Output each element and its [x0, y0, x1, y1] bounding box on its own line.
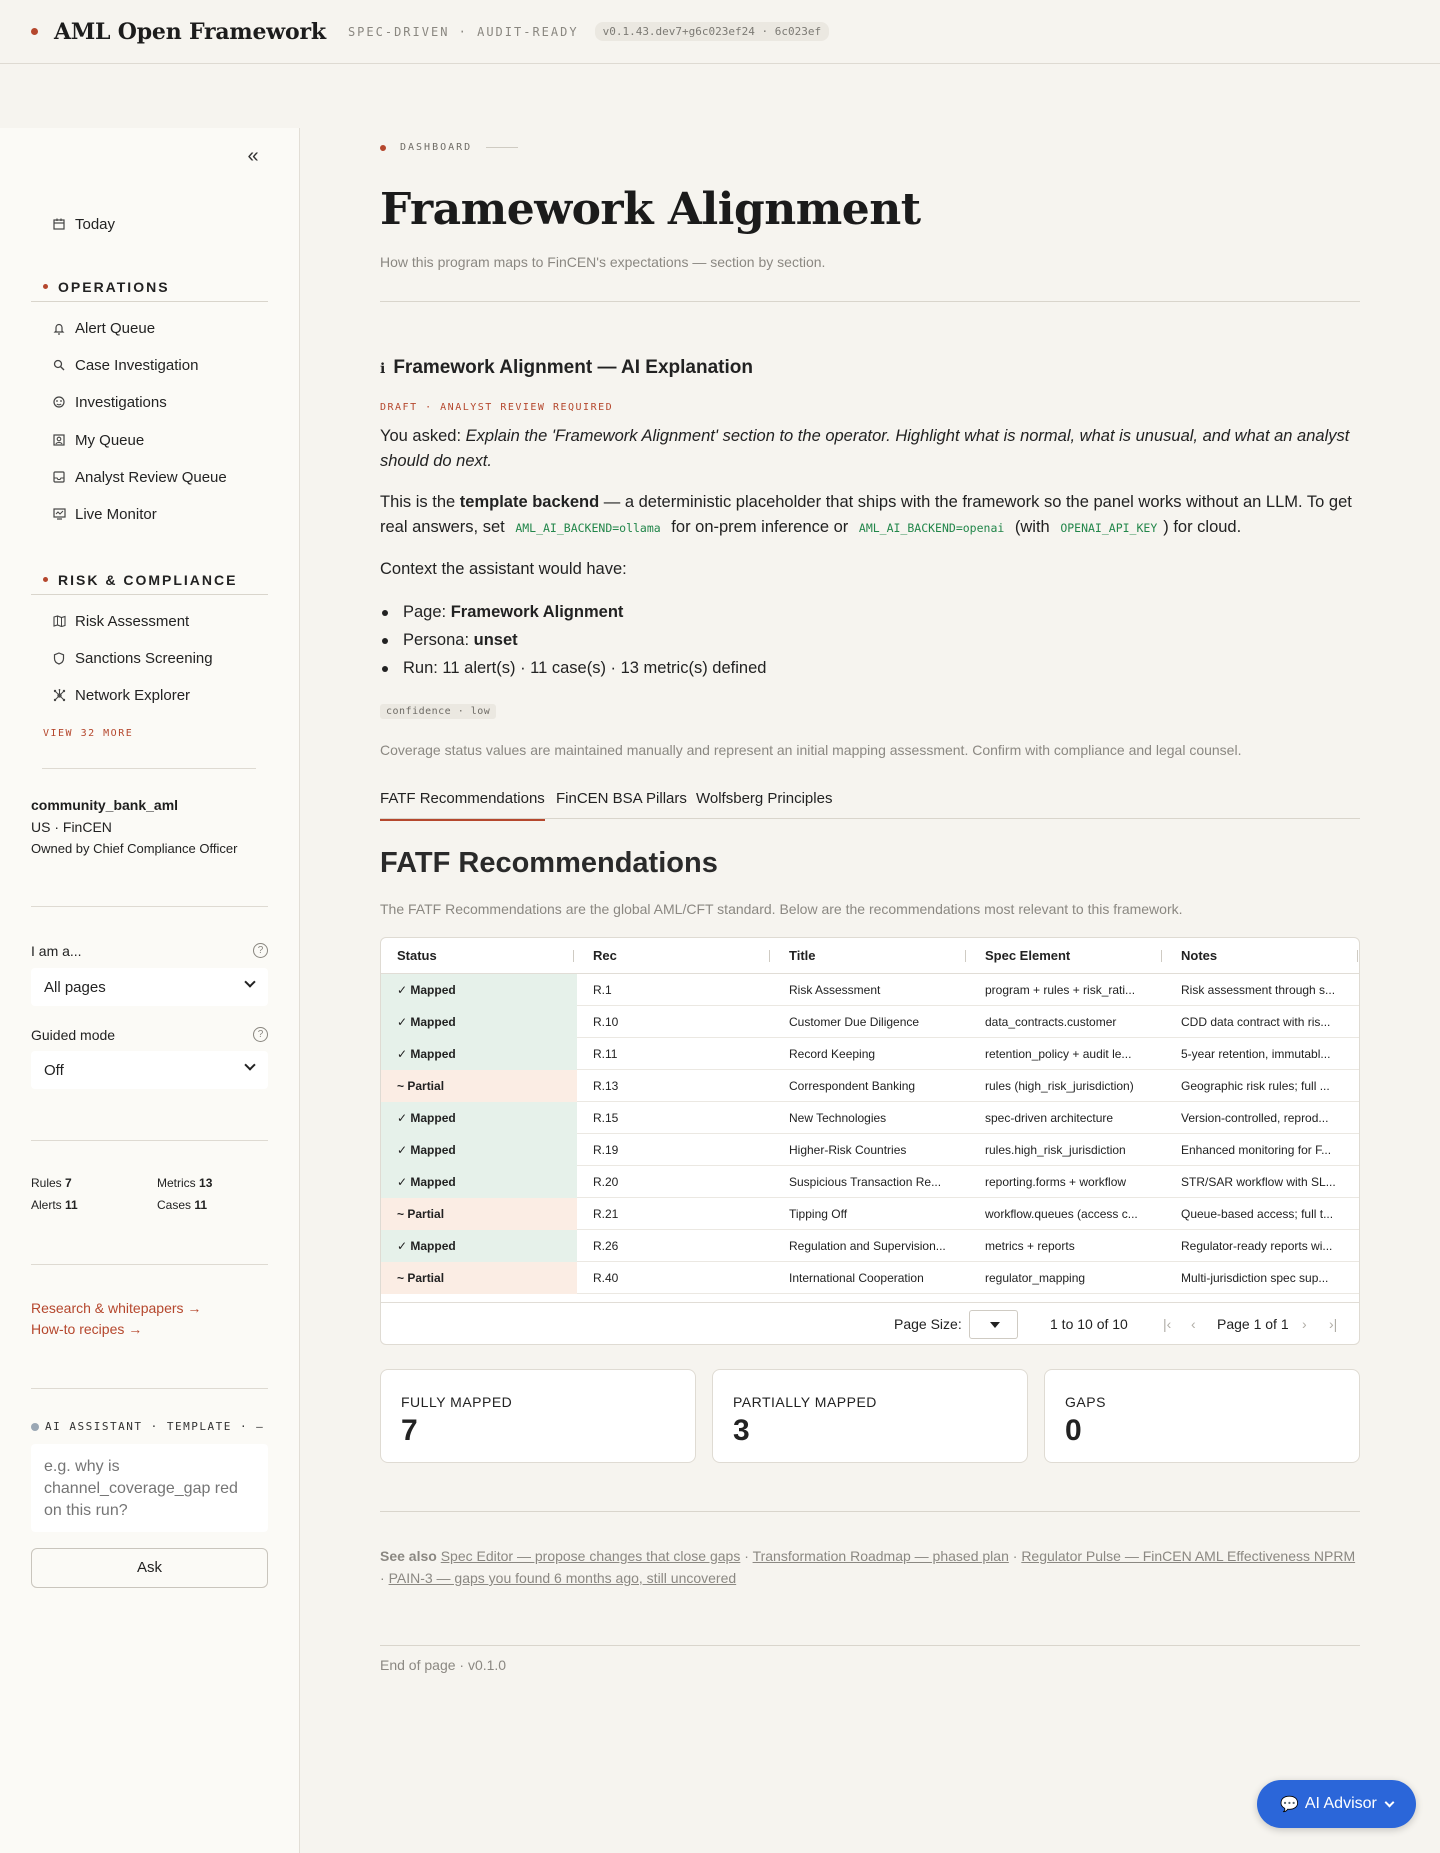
status-dot: [31, 1423, 39, 1431]
last-page-icon[interactable]: ›|: [1329, 1316, 1338, 1332]
ask-button[interactable]: Ask: [31, 1548, 268, 1588]
status-badge: ✓ Mapped: [381, 1006, 577, 1038]
sidebar-divider: [31, 1140, 268, 1141]
col-notes[interactable]: Notes: [1181, 948, 1218, 963]
table-row[interactable]: [381, 1134, 1359, 1166]
table-row[interactable]: [381, 1070, 1359, 1102]
ai-advisor-button[interactable]: [1257, 1780, 1416, 1828]
sidebar-item-label: Risk Assessment: [75, 612, 190, 630]
page-size-select[interactable]: [969, 1310, 1018, 1339]
top-bar: [0, 0, 1440, 64]
see-also-label: See also: [380, 1548, 437, 1564]
cell-notes: STR/SAR workflow with SL...: [1181, 1175, 1336, 1189]
cell-rec: R.11: [593, 1047, 618, 1061]
cell-title: Customer Due Diligence: [789, 1015, 920, 1029]
guided-mode-label: Guided mode: [31, 1027, 116, 1043]
code-ollama: AML_AI_BACKEND=ollama: [515, 521, 661, 535]
guided-mode-value: Off: [44, 1061, 64, 1079]
detective-icon: [52, 395, 66, 409]
org-owner: Owned by Chief Compliance Officer: [31, 841, 238, 856]
stat-rules: Rules 7: [31, 1176, 72, 1190]
stat-cases: Cases 11: [157, 1198, 208, 1212]
guided-mode-select[interactable]: [31, 1051, 268, 1089]
divider: [380, 1645, 1360, 1646]
cell-spec: metrics + reports: [985, 1239, 1075, 1253]
backend-explanation: This is the template backend — a deterministic placeholder that ships with the framework so the panel works without an LLM. To get real answers, set AML_AI_BACKEND=ollama for on-prem inference or AML_AI_BACKEND=openai (with OPENAI_API_KEY ) for cloud.: [380, 493, 1352, 536]
version-chip: v0.1.43.dev7+g6c023ef24 · 6c023ef: [595, 22, 830, 41]
sidebar-item-network-explorer[interactable]: [52, 683, 190, 707]
help-icon[interactable]: ?: [253, 943, 268, 958]
sidebar-item-label: Alert Queue: [75, 319, 156, 337]
chevron-down-icon: [1384, 1797, 1394, 1807]
section-header-risk-compliance: [31, 565, 268, 595]
coverage-note: Coverage status values are maintained manually and represent an initial mapping assessment. Confirm with compliance and legal counsel.: [380, 742, 1242, 758]
prev-page-icon[interactable]: ‹: [1191, 1316, 1196, 1332]
sidebar-divider: [31, 1264, 268, 1265]
user-box-icon: [52, 433, 66, 447]
col-spec[interactable]: Spec Element: [985, 948, 1071, 963]
sidebar-item-label: Today: [75, 215, 116, 233]
org-location: US · FinCEN: [31, 819, 112, 835]
ai-assistant-label: [31, 1420, 264, 1433]
cell-title: Risk Assessment: [789, 983, 881, 997]
stat-alerts: Alerts 11: [31, 1198, 78, 1212]
list-item: Page: Framework Alignment: [380, 598, 1360, 626]
sidebar-item-label: Case Investigation: [75, 356, 199, 374]
cell-spec: retention_policy + audit le...: [985, 1047, 1132, 1061]
cell-notes: Enhanced monitoring for F...: [1181, 1143, 1332, 1157]
sidebar-item-my-queue[interactable]: [52, 428, 144, 452]
kpi-value: 0: [1065, 1414, 1082, 1447]
breadcrumb-label: DASHBOARD: [400, 142, 473, 153]
monitor-icon: [52, 507, 66, 521]
cell-rec: R.10: [593, 1015, 619, 1029]
link-roadmap[interactable]: Transformation Roadmap — phased plan: [752, 1548, 1009, 1564]
cell-rec: R.26: [593, 1239, 619, 1253]
cell-spec: program + rules + risk_rati...: [985, 983, 1136, 997]
sidebar-item-label: Network Explorer: [75, 686, 191, 704]
context-list: [380, 598, 1360, 682]
status-badge: ✓ Mapped: [381, 974, 577, 1006]
next-page-icon[interactable]: ›: [1302, 1316, 1307, 1332]
sidebar-item-label: Analyst Review Queue: [75, 468, 227, 486]
context-intro: Context the assistant would have:: [380, 560, 627, 578]
tab-wolfsberg[interactable]: Wolfsberg Principles: [696, 790, 833, 807]
pagination: [381, 1302, 1359, 1345]
eyebrow-rule: [486, 147, 518, 148]
research-link[interactable]: Research & whitepapers →: [31, 1300, 202, 1316]
table-row[interactable]: [381, 1006, 1359, 1038]
page-size-label: Page Size:: [894, 1316, 962, 1332]
cell-title: New Technologies: [789, 1111, 887, 1125]
kpi-value: 7: [401, 1414, 418, 1447]
section-dot: [43, 577, 48, 582]
first-page-icon[interactable]: |‹: [1163, 1316, 1172, 1332]
table-row[interactable]: [381, 974, 1359, 1006]
sidebar-item-sanctions-screening[interactable]: [52, 646, 213, 670]
bell-icon: [52, 321, 66, 335]
list-item: Persona: unset: [380, 626, 1360, 654]
chevron-down-icon: [244, 976, 255, 987]
cell-notes: Regulator-ready reports wi...: [1181, 1239, 1333, 1253]
ai-panel-title: [380, 357, 753, 379]
inbox-icon: [52, 470, 66, 484]
info-icon: ℹ: [380, 359, 386, 376]
cell-notes: Geographic risk rules; full ...: [1181, 1079, 1330, 1093]
sidebar-divider: [31, 1388, 268, 1389]
cell-title: Suspicious Transaction Re...: [789, 1175, 942, 1189]
section-title: OPERATIONS: [58, 278, 170, 295]
sidebar-item-label: Live Monitor: [75, 505, 157, 523]
cell-notes: Queue-based access; full t...: [1181, 1207, 1334, 1221]
persona-label: I am a...: [31, 943, 82, 959]
breadcrumb: [380, 142, 518, 153]
asked-text: You asked: Explain the 'Framework Alignment' section to the operator. Highlight what is normal, what is unusual, and what an analyst should do next.: [380, 427, 1350, 470]
status-badge: ✓ Mapped: [381, 1134, 577, 1166]
ai-question-input[interactable]: [31, 1444, 268, 1532]
page-subtitle: How this program maps to FinCEN's expectations — section by section.: [380, 254, 826, 270]
status-badge: ✓ Mapped: [381, 1230, 577, 1262]
ai-advisor-label: AI Advisor: [1304, 1795, 1377, 1812]
kpi-label: FULLY MAPPED: [401, 1394, 513, 1410]
divider: [380, 301, 1360, 302]
network-icon: [52, 688, 66, 702]
stat-metrics: Metrics 13: [157, 1176, 213, 1190]
map-icon: [52, 614, 66, 628]
persona-select[interactable]: [31, 968, 268, 1006]
ai-assistant-label-text: AI ASSISTANT · TEMPLATE · —: [45, 1420, 265, 1433]
cell-rec: R.21: [593, 1207, 619, 1221]
recipes-link[interactable]: How-to recipes →: [31, 1321, 143, 1337]
cell-title: Record Keeping: [789, 1047, 876, 1061]
table-row[interactable]: [381, 1230, 1359, 1262]
sidebar-divider: [42, 768, 256, 769]
code-api-key: OPENAI_API_KEY: [1060, 521, 1158, 535]
cell-title: Regulation and Supervision...: [789, 1239, 946, 1253]
cell-spec: regulator_mapping: [985, 1271, 1086, 1285]
kpi-value: 3: [733, 1414, 750, 1447]
chevron-down-icon: [244, 1059, 255, 1070]
link-regulator-pulse[interactable]: Regulator Pulse — FinCEN AML Effectiveness NPRM: [1021, 1548, 1356, 1564]
cell-notes: Risk assessment through s...: [1181, 983, 1336, 997]
section-header-operations: [31, 272, 268, 302]
tab-fincen[interactable]: FinCEN BSA Pillars: [556, 790, 687, 807]
status-badge: ~ Partial: [381, 1070, 577, 1102]
table-row[interactable]: [381, 1166, 1359, 1198]
app-title[interactable]: AML Open Framework: [54, 18, 326, 45]
status-badge: ~ Partial: [381, 1262, 577, 1294]
table-row[interactable]: [381, 1102, 1359, 1134]
col-rec[interactable]: Rec: [593, 948, 617, 963]
link-spec-editor[interactable]: Spec Editor — propose changes that close gaps: [440, 1548, 741, 1564]
divider: [380, 1511, 1360, 1512]
fatf-table: [380, 937, 1360, 1345]
page-indicator: Page 1 of 1: [1217, 1316, 1289, 1332]
section-subtitle: The FATF Recommendations are the global AML/CFT standard. Below are the recommendations most relevant to this framework.: [380, 901, 1183, 917]
table-row[interactable]: [381, 1198, 1359, 1230]
collapse-sidebar-icon[interactable]: «: [247, 145, 259, 167]
sidebar-item-risk-assessment[interactable]: [52, 609, 189, 633]
kpi-gaps: [1044, 1369, 1360, 1463]
kpi-label: GAPS: [1065, 1394, 1106, 1410]
cell-notes: 5-year retention, immutabl...: [1181, 1047, 1331, 1061]
search-icon: [52, 358, 66, 372]
sidebar-item-today[interactable]: [52, 212, 115, 236]
org-name: community_bank_aml: [31, 797, 179, 813]
sidebar-item-label: My Queue: [75, 431, 145, 449]
status-badge: ✓ Mapped: [381, 1102, 577, 1134]
cell-notes: CDD data contract with ris...: [1181, 1015, 1331, 1029]
sidebar-divider: [31, 906, 268, 907]
table-row[interactable]: [381, 1262, 1359, 1294]
cell-spec: spec-driven architecture: [985, 1111, 1114, 1125]
brand-dot: [31, 28, 38, 35]
link-pain-3[interactable]: PAIN-3 — gaps you found 6 months ago, still uncovered: [388, 1570, 737, 1586]
cell-rec: R.1: [593, 983, 612, 997]
cell-title: International Cooperation: [789, 1271, 924, 1285]
cell-spec: reporting.forms + workflow: [985, 1175, 1127, 1189]
kpi-partially-mapped: [712, 1369, 1028, 1463]
sidebar-item-label: Investigations: [75, 393, 167, 411]
confidence-badge: confidence · low: [380, 704, 496, 719]
list-item: Run: 11 alert(s) · 11 case(s) · 13 metric(s) defined: [380, 654, 1360, 682]
sidebar-item-investigations[interactable]: [52, 390, 167, 414]
cell-rec: R.40: [593, 1271, 619, 1285]
draft-badge: DRAFT · ANALYST REVIEW REQUIRED: [380, 402, 614, 413]
cell-rec: R.15: [593, 1111, 619, 1125]
see-also: See also Spec Editor — propose changes that close gaps · Transformation Roadmap — phased plan · Regulator Pulse — FinCEN AML Effectiveness NPRM · PAIN-3 — gaps you found 6 months ago, still uncovered: [380, 1548, 1356, 1586]
eyebrow-dot: [380, 145, 386, 151]
persona-select-value: All pages: [44, 978, 106, 996]
sidebar-item-alert-queue[interactable]: [52, 316, 155, 340]
kpi-fully-mapped: [380, 1369, 696, 1463]
section-title: FATF Recommendations: [380, 847, 718, 879]
table-header: [381, 938, 1359, 974]
sidebar: [0, 128, 300, 1853]
shield-icon: [52, 651, 66, 665]
cell-rec: R.20: [593, 1175, 619, 1189]
cell-title: Higher-Risk Countries: [789, 1143, 907, 1157]
chat-icon: 💬: [1280, 1796, 1299, 1813]
table-row[interactable]: [381, 1038, 1359, 1070]
cell-rec: R.19: [593, 1143, 619, 1157]
help-icon[interactable]: ?: [253, 1027, 268, 1042]
status-badge: ✓ Mapped: [381, 1166, 577, 1198]
cell-title: Correspondent Banking: [789, 1079, 916, 1093]
framework-tabs: [380, 779, 1360, 819]
cell-rec: R.13: [593, 1079, 619, 1093]
status-badge: ~ Partial: [381, 1198, 577, 1230]
status-badge: ✓ Mapped: [381, 1038, 577, 1070]
end-of-page-note: End of page · v0.1.0: [380, 1657, 507, 1673]
sidebar-item-analyst-review-queue[interactable]: [52, 465, 227, 489]
section-title: RISK & COMPLIANCE: [58, 571, 238, 588]
cell-spec: rules.high_risk_jurisdiction: [985, 1143, 1126, 1157]
cell-spec: workflow.queues (access c...: [985, 1207, 1138, 1221]
page-title: Framework Alignment: [380, 184, 921, 235]
app-tagline: SPEC-DRIVEN · AUDIT-READY: [347, 24, 579, 39]
cell-notes: Version-controlled, reprod...: [1181, 1111, 1329, 1125]
row-range: 1 to 10 of 10: [1050, 1316, 1128, 1332]
view-more-link[interactable]: VIEW 32 MORE: [43, 728, 134, 739]
col-title[interactable]: Title: [789, 948, 816, 963]
sidebar-item-live-monitor[interactable]: [52, 502, 157, 526]
section-dot: [43, 284, 48, 289]
sidebar-item-label: Sanctions Screening: [75, 649, 213, 667]
cell-spec: data_contracts.customer: [985, 1015, 1117, 1029]
code-openai: AML_AI_BACKEND=openai: [858, 521, 1005, 535]
col-status[interactable]: Status: [397, 948, 437, 963]
cell-notes: Multi-jurisdiction spec sup...: [1181, 1271, 1329, 1285]
tab-fatf[interactable]: FATF Recommendations: [380, 790, 545, 807]
calendar-icon: [52, 217, 66, 231]
sidebar-item-case-investigation[interactable]: [52, 353, 198, 377]
kpi-label: PARTIALLY MAPPED: [733, 1394, 877, 1410]
cell-title: Tipping Off: [789, 1207, 848, 1221]
cell-spec: rules (high_risk_jurisdiction): [985, 1079, 1134, 1093]
ai-panel-title-text: Framework Alignment — AI Explanation: [393, 357, 753, 378]
